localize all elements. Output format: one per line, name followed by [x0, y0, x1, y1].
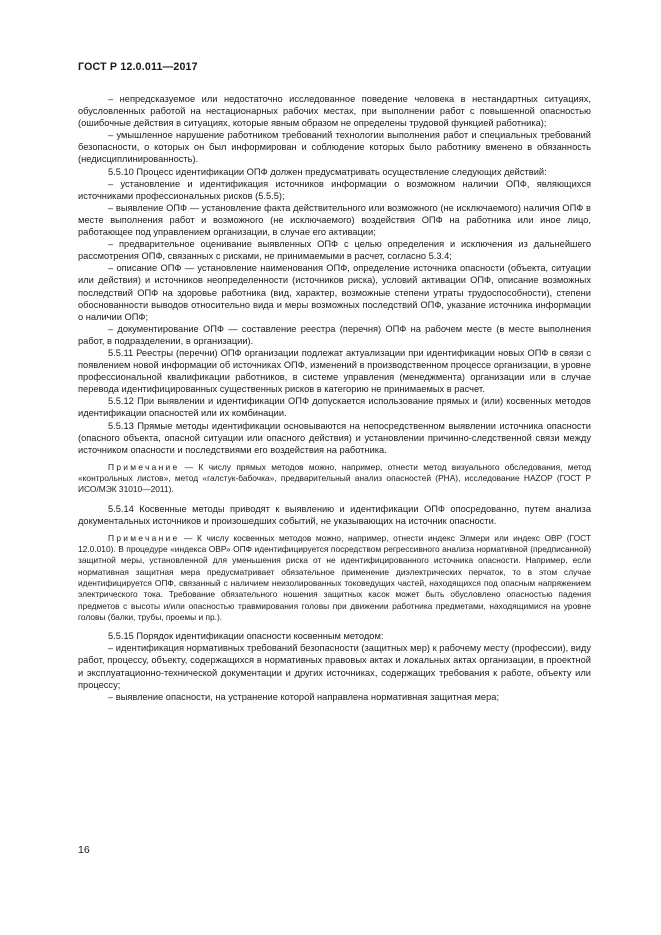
paragraph: – умышленное нарушение работником требований технологии выполнения работ и специальных требований безопасности, о которых он был информирован и соблюдение которых было работнику вменено в обязанность (недисциплинированность).: [78, 130, 591, 165]
note-text: — К числу косвенных методов можно, например, отнести индекс Элмери или индекс ОВР (ГОСТ 12.0.010). В процедуре «индекса ОВР» ОПФ идентифицируется посредством регрессивного анализа нормативной (предписанной) защитной меры, установленной для уменьшения риска от не идентифицированного источника опасности. Например, если нормативная защитная мера предусматривает обязательное применение диэлектрических перчаток, то в этом случае идентифицируется ОПФ, связанный с наличием неизолированных токоведущих частей, находящихся под опасным напряжением электрического тока. Требование обязательного ношения защитных касок может быть обусловлено опасностью падения предметов с высоты и/или опасностью травмирования головы при движении работника предметами, находящимися на уровне головы (балки, трубы, проемы и пр.).: [78, 532, 591, 622]
note-indirect-methods: [78, 533, 591, 623]
paragraph: – выявление опасности, на устранение которой направлена нормативная защитная мера;: [108, 691, 500, 702]
paragraph: 5.5.15 Порядок идентификации опасности косвенным методом:: [108, 631, 384, 642]
paragraph: – идентификация нормативных требований безопасности (защитных мер) к рабочему месту (профессии), виду работ, процессу, объекту, содержащихся в нормативных правовых актах и локальных актах организации, в проектной и эксплуатационно-технической документации и других источниках, содержащих требования к работе, объекту или процессу;: [78, 643, 591, 690]
paragraph: – выявление ОПФ — установление факта действительного или возможного (не исключаемого) наличия ОПФ в месте выполнения работ и возможного (не исключаемого) воздействия ОПФ на работника или иное лицо, работающее под управлением организации, в случае его активации;: [78, 202, 591, 238]
paragraph: – документирование ОПФ — составление реестра (перечня) ОПФ на рабочем месте (в месте выполнения работ, в подразделении, в организации).: [78, 323, 591, 346]
paragraph: 5.5.13 Прямые методы идентификации основываются на непосредственном выявлении источника опасности (опасного объекта, опасной ситуации или опасного действия) и установлении причинно-следственной связи между источником опасности и последствиями его воздействия на работника.: [78, 420, 591, 455]
document-body: [78, 93, 591, 703]
paragraph: – установление и идентификация источников информации о возможном наличии ОПФ, являющихся источниками профессиональных рисков (5.5.5);: [78, 178, 591, 201]
document-header: ГОСТ Р 12.0.011—2017: [78, 61, 198, 73]
paragraph: – непредсказуемое или недостаточно исследованное поведение человека в нестандартных ситуациях, обусловленных работой на нестационарных рабочих местах, при выполнении работ с повышенной опасностью (ошибочные действия в ситуациях, которые явным образом не определены трудовой функцией работника);: [78, 94, 591, 129]
note-label: Примечание: [108, 461, 180, 472]
page-number: 16: [78, 844, 90, 856]
paragraph: 5.5.11 Реестры (перечни) ОПФ организации подлежат актуализации при идентификации новых ОПФ в связи с появлением новой информации об источниках ОПФ, изменений в производственном процессе организации, в уровне профессиональной квалификации работников, в системе управления (менеджмента) организации или в случае перевода идентифицированных существенных рисков в категорию не принимаемых в расчет.: [78, 347, 591, 395]
paragraph: – предварительное оценивание выявленных ОПФ с целью определения и исключения из дальнейшего рассмотрения ОПФ, связанных с рисками, не принимаемыми в расчет, согласно 5.3.4;: [78, 239, 591, 262]
paragraph: 5.5.10 Процесс идентификации ОПФ должен предусматривать осуществление следующих действий:: [108, 166, 547, 177]
note-text: — К числу прямых методов можно, например, отнести метод визуального обследования, метод «контрольных листов», метод «галстук-бабочка», предварительный анализ опасностей (PHA), исследование HAZOP (ГОСТ Р ИСО/МЭК 31010—2011).: [78, 461, 591, 495]
note-direct-methods: [78, 462, 591, 496]
paragraph: – описание ОПФ — установление наименования ОПФ, определение источника опасности (объекта, ситуации или действия) и источников неопределенности (источников риска), условий активации ОПФ, описание возможных последствий ОПФ на здоровье работника (вид, характер, возможные степени утраты трудоспособности), степени обоснованности выводов относительно вида и меры возможных последствий ОПФ, указание источника информации о наличии ОПФ;: [78, 263, 591, 322]
paragraph: 5.5.14 Косвенные методы приводят к выявлению и идентификации ОПФ опосредованно, путем анализа документальных источников и произошедших событий, не указывающих на источник опасности.: [78, 503, 591, 526]
note-label: Примечание: [108, 532, 180, 543]
paragraph: 5.5.12 При выявлении и идентификации ОПФ допускается использование прямых и (или) косвенных методов идентификации опасностей или их комбинации.: [78, 396, 591, 419]
